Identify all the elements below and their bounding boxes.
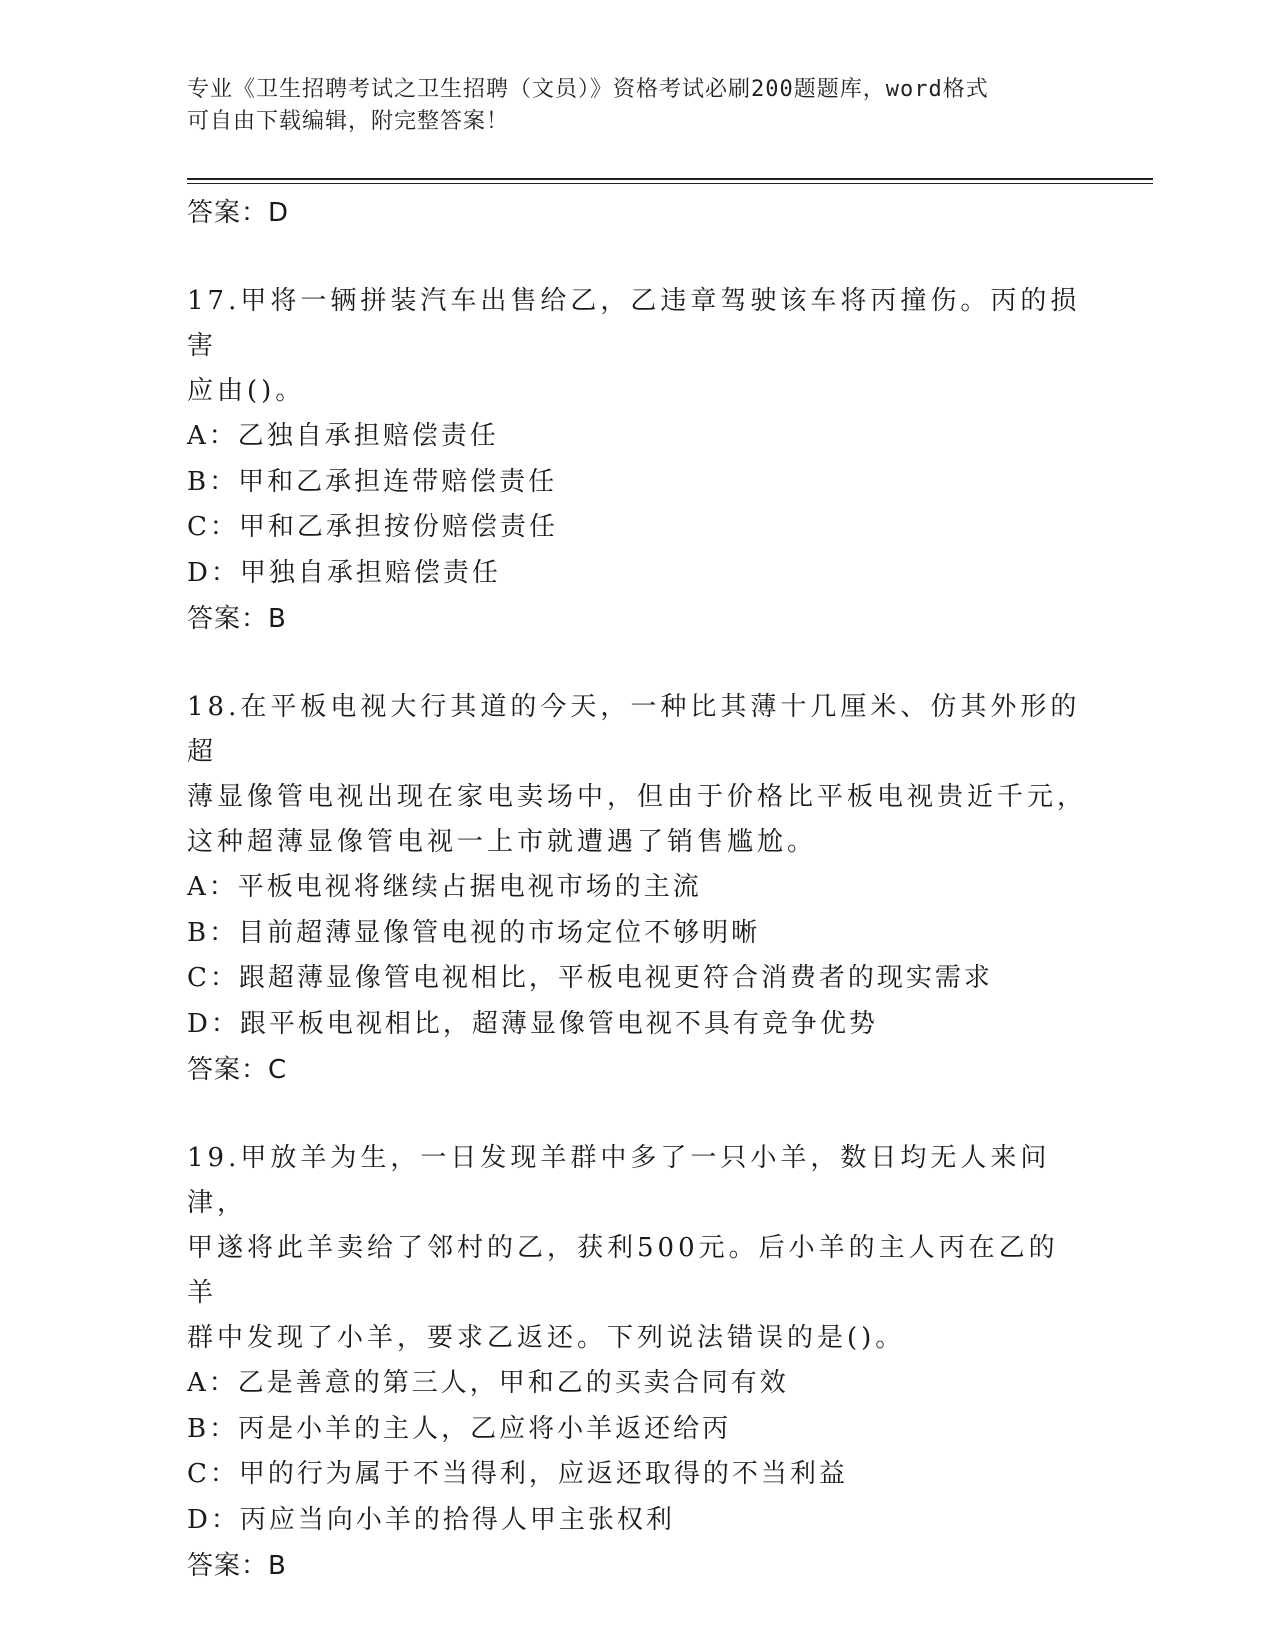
header-rule-thick bbox=[187, 178, 1153, 180]
option-b: B：丙是小羊的主人，乙应将小羊返还给丙 bbox=[187, 1413, 732, 1444]
header-line-2: 可自由下载编辑，附完整答案！ bbox=[187, 109, 510, 134]
previous-answer: 答案：D bbox=[187, 198, 290, 228]
spacer bbox=[187, 1093, 1087, 1136]
question-text-line: 应由()。 bbox=[187, 376, 306, 406]
question-text-line: 17.甲将一辆拼装汽车出售给乙，乙违章驾驶该车将丙撞伤。丙的损害 bbox=[187, 286, 1081, 361]
option-c: C：跟超薄显像管电视相比，平板电视更符合消费者的现实需求 bbox=[187, 963, 993, 993]
option-a: A：乙独自承担赔偿责任 bbox=[187, 421, 499, 451]
question-text-line: 甲遂将此羊卖给了邻村的乙，获利500元。后小羊的主人丙在乙的羊 bbox=[187, 1233, 1059, 1308]
question-17 bbox=[187, 279, 1087, 642]
question-19 bbox=[187, 1136, 1087, 1589]
header-rule-thin bbox=[187, 183, 1153, 184]
question-text-line: 群中发现了小羊，要求乙返还。下列说法错误的是()。 bbox=[187, 1323, 906, 1353]
question-text-line: 这种超薄显像管电视一上市就遭遇了销售尴尬。 bbox=[187, 827, 818, 857]
page-header bbox=[187, 74, 1067, 138]
answer: 答案：B bbox=[187, 1551, 287, 1581]
option-a: A：乙是善意的第三人，甲和乙的买卖合同有效 bbox=[187, 1368, 789, 1398]
spacer bbox=[187, 236, 1087, 279]
document-body bbox=[187, 190, 1087, 1589]
answer: 答案：B bbox=[187, 604, 287, 634]
option-d: D：甲独自承担赔偿责任 bbox=[187, 557, 501, 588]
answer: 答案：C bbox=[187, 1055, 288, 1085]
spacer bbox=[187, 642, 1087, 685]
question-18 bbox=[187, 685, 1087, 1093]
question-text-line: 19.甲放羊为生，一日发现羊群中多了一只小羊，数日均无人来问津， bbox=[187, 1143, 1051, 1218]
option-c: C：甲和乙承担按份赔偿责任 bbox=[187, 512, 558, 542]
option-c: C：甲的行为属于不当得利，应返还取得的不当利益 bbox=[187, 1459, 848, 1489]
option-d: D：丙应当向小羊的拾得人甲主张权利 bbox=[187, 1504, 675, 1535]
option-b: B：目前超薄显像管电视的市场定位不够明晰 bbox=[187, 917, 761, 948]
option-b: B：甲和乙承担连带赔偿责任 bbox=[187, 466, 558, 497]
question-text-line: 18.在平板电视大行其道的今天，一种比其薄十几厘米、仿其外形的超 bbox=[187, 692, 1081, 767]
header-line-1: 专业《卫生招聘考试之卫生招聘（文员）》资格考试必刷200题题库，word格式 bbox=[187, 77, 989, 102]
option-d: D：跟平板电视相比，超薄显像管电视不具有竞争优势 bbox=[187, 1008, 878, 1039]
question-text-line: 薄显像管电视出现在家电卖场中，但由于价格比平板电视贵近千元， bbox=[187, 782, 1088, 812]
option-a: A：平板电视将继续占据电视市场的主流 bbox=[187, 872, 702, 902]
